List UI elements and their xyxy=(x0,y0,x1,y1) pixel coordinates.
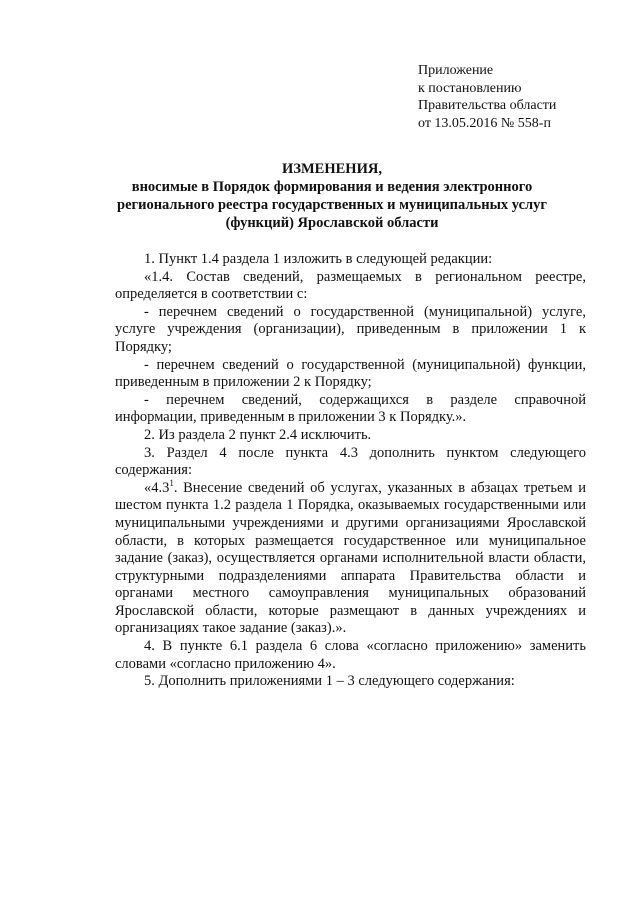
appendix-line: Приложение xyxy=(418,63,494,78)
appendix-block xyxy=(418,62,556,132)
heading-line: регионального реестра государственных и муниципальных услуг xyxy=(117,197,547,213)
document-heading xyxy=(80,160,584,232)
paragraph: 2. Из раздела 2 пункт 2.4 исключить. xyxy=(144,426,372,443)
paragraph: «1.4. Состав сведений, размещаемых в региональном реестре, определяется в соответствии с: xyxy=(115,268,586,303)
paragraph-4-3-1 xyxy=(115,477,586,638)
clause-superscript: 1 xyxy=(169,477,174,488)
paragraph: 5. Дополнить приложениями 1 – 3 следующего содержания: xyxy=(144,673,515,690)
heading-line: вносимые в Порядок формирования и ведения электронного xyxy=(131,179,533,195)
heading-line: (функций) Ярославской области xyxy=(225,215,439,231)
appendix-date-number: от 13.05.2016 № 558-п xyxy=(418,115,551,131)
paragraph: - перечнем сведений о государственной (муниципальной) функции, приведенным в приложении 2 к Порядку; xyxy=(115,356,586,391)
clause-text: . Внесение сведений об услугах, указанных в абзацах третьем и шестом пункта 1.2 раздела 1 Порядка, оказываемых государственными или муниципальными учреждениями и другими организациями Ярославской области, в которых размещается государственное или муниципальное задание (заказ), осуществляется органами исполнительной власти области, структурными подразделениями аппарата Правительства области и органами местного самоуправления муниципальных образований Ярославской области, которые размещают в данных учреждениях и организациях такое задание (заказ).». xyxy=(115,479,586,637)
paragraph: - перечнем сведений, содержащихся в разделе справочной информации, приведенным в приложении 3 к Порядку.». xyxy=(115,391,586,426)
paragraph: 4. В пункте 6.1 раздела 6 слова «согласно приложению» заменить словами «согласно приложению 4». xyxy=(115,638,586,672)
appendix-line: к постановлению xyxy=(418,80,522,96)
paragraph: 3. Раздел 4 после пункта 4.3 дополнить пунктом следующего содержания: xyxy=(115,444,586,479)
appendix-line: Правительства области xyxy=(418,98,557,113)
paragraph: 1. Пункт 1.4 раздела 1 изложить в следующей редакции: xyxy=(144,251,493,267)
heading-title: ИЗМЕНЕНИЯ, xyxy=(282,161,382,177)
paragraph: - перечнем сведений о государственной (муниципальной) услуге, услуге учреждения (организации), приведенным в приложении 1 к Порядку; xyxy=(115,303,586,355)
clause-number: «4.3 xyxy=(144,479,170,496)
document-body xyxy=(115,251,586,691)
